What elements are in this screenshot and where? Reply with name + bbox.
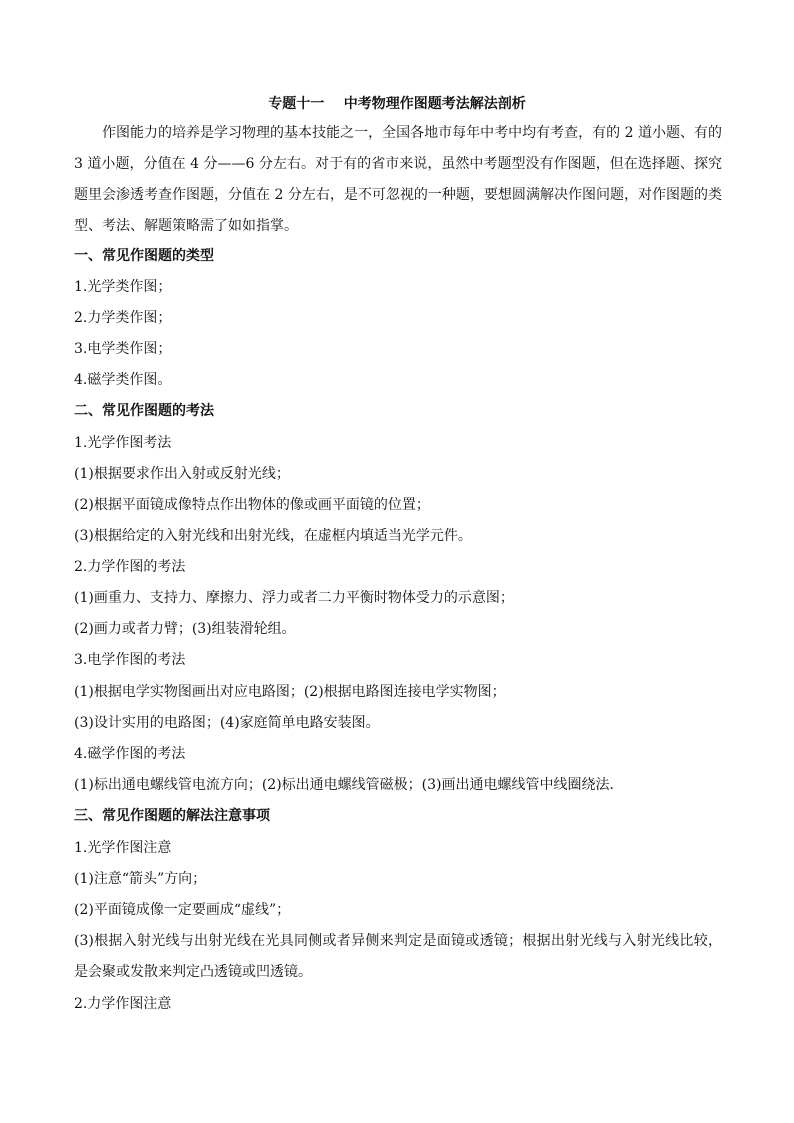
section-3-heading: 三、常见作图题的解法注意事项 bbox=[74, 808, 270, 824]
document-title: 专题十一 中考物理作图题考法解法剖析 bbox=[268, 96, 526, 112]
section-2-line: (2)根据平面镜成像特点作出物体的像或画平面镜的位置； bbox=[74, 497, 430, 513]
section-2-line: (1)画重力、支持力、摩擦力、浮力或者二力平衡时物体受力的示意图； bbox=[74, 590, 514, 606]
section-2-line: (1)标出通电螺线管电流方向；(2)标出通电螺线管磁极；(3)画出通电螺线管中线圈绕法． bbox=[74, 777, 624, 793]
section-1-heading: 一、常见作图题的类型 bbox=[74, 248, 214, 264]
section-3-line: (1)注意“箭头”方向； bbox=[74, 871, 207, 887]
section-3-line: 2.力学作图注意 bbox=[74, 996, 172, 1012]
section-2-line: 3.电学作图的考法 bbox=[74, 652, 186, 668]
section-3-line: (2)平面镜成像一定要画成“虚线”； bbox=[74, 902, 291, 918]
section-1-item: 2.力学类作图； bbox=[74, 310, 172, 326]
section-2-line: (1)根据要求作出入射或反射光线； bbox=[74, 466, 290, 482]
section-2-line: (2)画力或者力臂；(3)组装滑轮组。 bbox=[74, 621, 296, 637]
section-1-item: 3.电学类作图； bbox=[74, 341, 172, 357]
section-1-item: 4.磁学类作图。 bbox=[74, 372, 172, 388]
section-3-line: 1.光学作图注意 bbox=[74, 840, 172, 856]
section-2-line: (1)根据电学实物图画出对应电路图；(2)根据电路图连接电学实物图； bbox=[74, 684, 506, 700]
section-2-line: 1.光学作图考法 bbox=[74, 435, 172, 451]
section-2-line: (3)根据给定的入射光线和出射光线，在虚框内填适当光学元件。 bbox=[74, 528, 472, 544]
section-2-line: 4.磁学作图的考法 bbox=[74, 746, 186, 762]
section-2-heading: 二、常见作图题的考法 bbox=[74, 403, 214, 419]
intro-paragraph: 作图能力的培养是学习物理的基本技能之一，全国各地市每年中考中均有考查，有的 2 道小题、有的 3 道小题，分值在 4 分——6 分左右。对于有的省市来说，虽然中考题型没有作图题，但在选择题、探究题里会渗透考查作图题，分值在 2 分左右，是不可忽视的一种题，要想圆满解决作图问题，对作图题的类型、考法、解题策略需了如如指掌。 bbox=[74, 125, 722, 234]
section-1-item: 1.光学类作图； bbox=[74, 279, 172, 295]
section-3-paragraph: (3)根据入射光线与出射光线在光具同侧或者异侧来判定是面镜或透镜；根据出射光线与入射光线比较，是会聚或发散来判定凸透镜或凹透镜。 bbox=[74, 933, 722, 980]
section-2-line: 2.力学作图的考法 bbox=[74, 559, 186, 575]
section-2-line: (3)设计实用的电路图；(4)家庭简单电路安装图。 bbox=[74, 715, 380, 731]
